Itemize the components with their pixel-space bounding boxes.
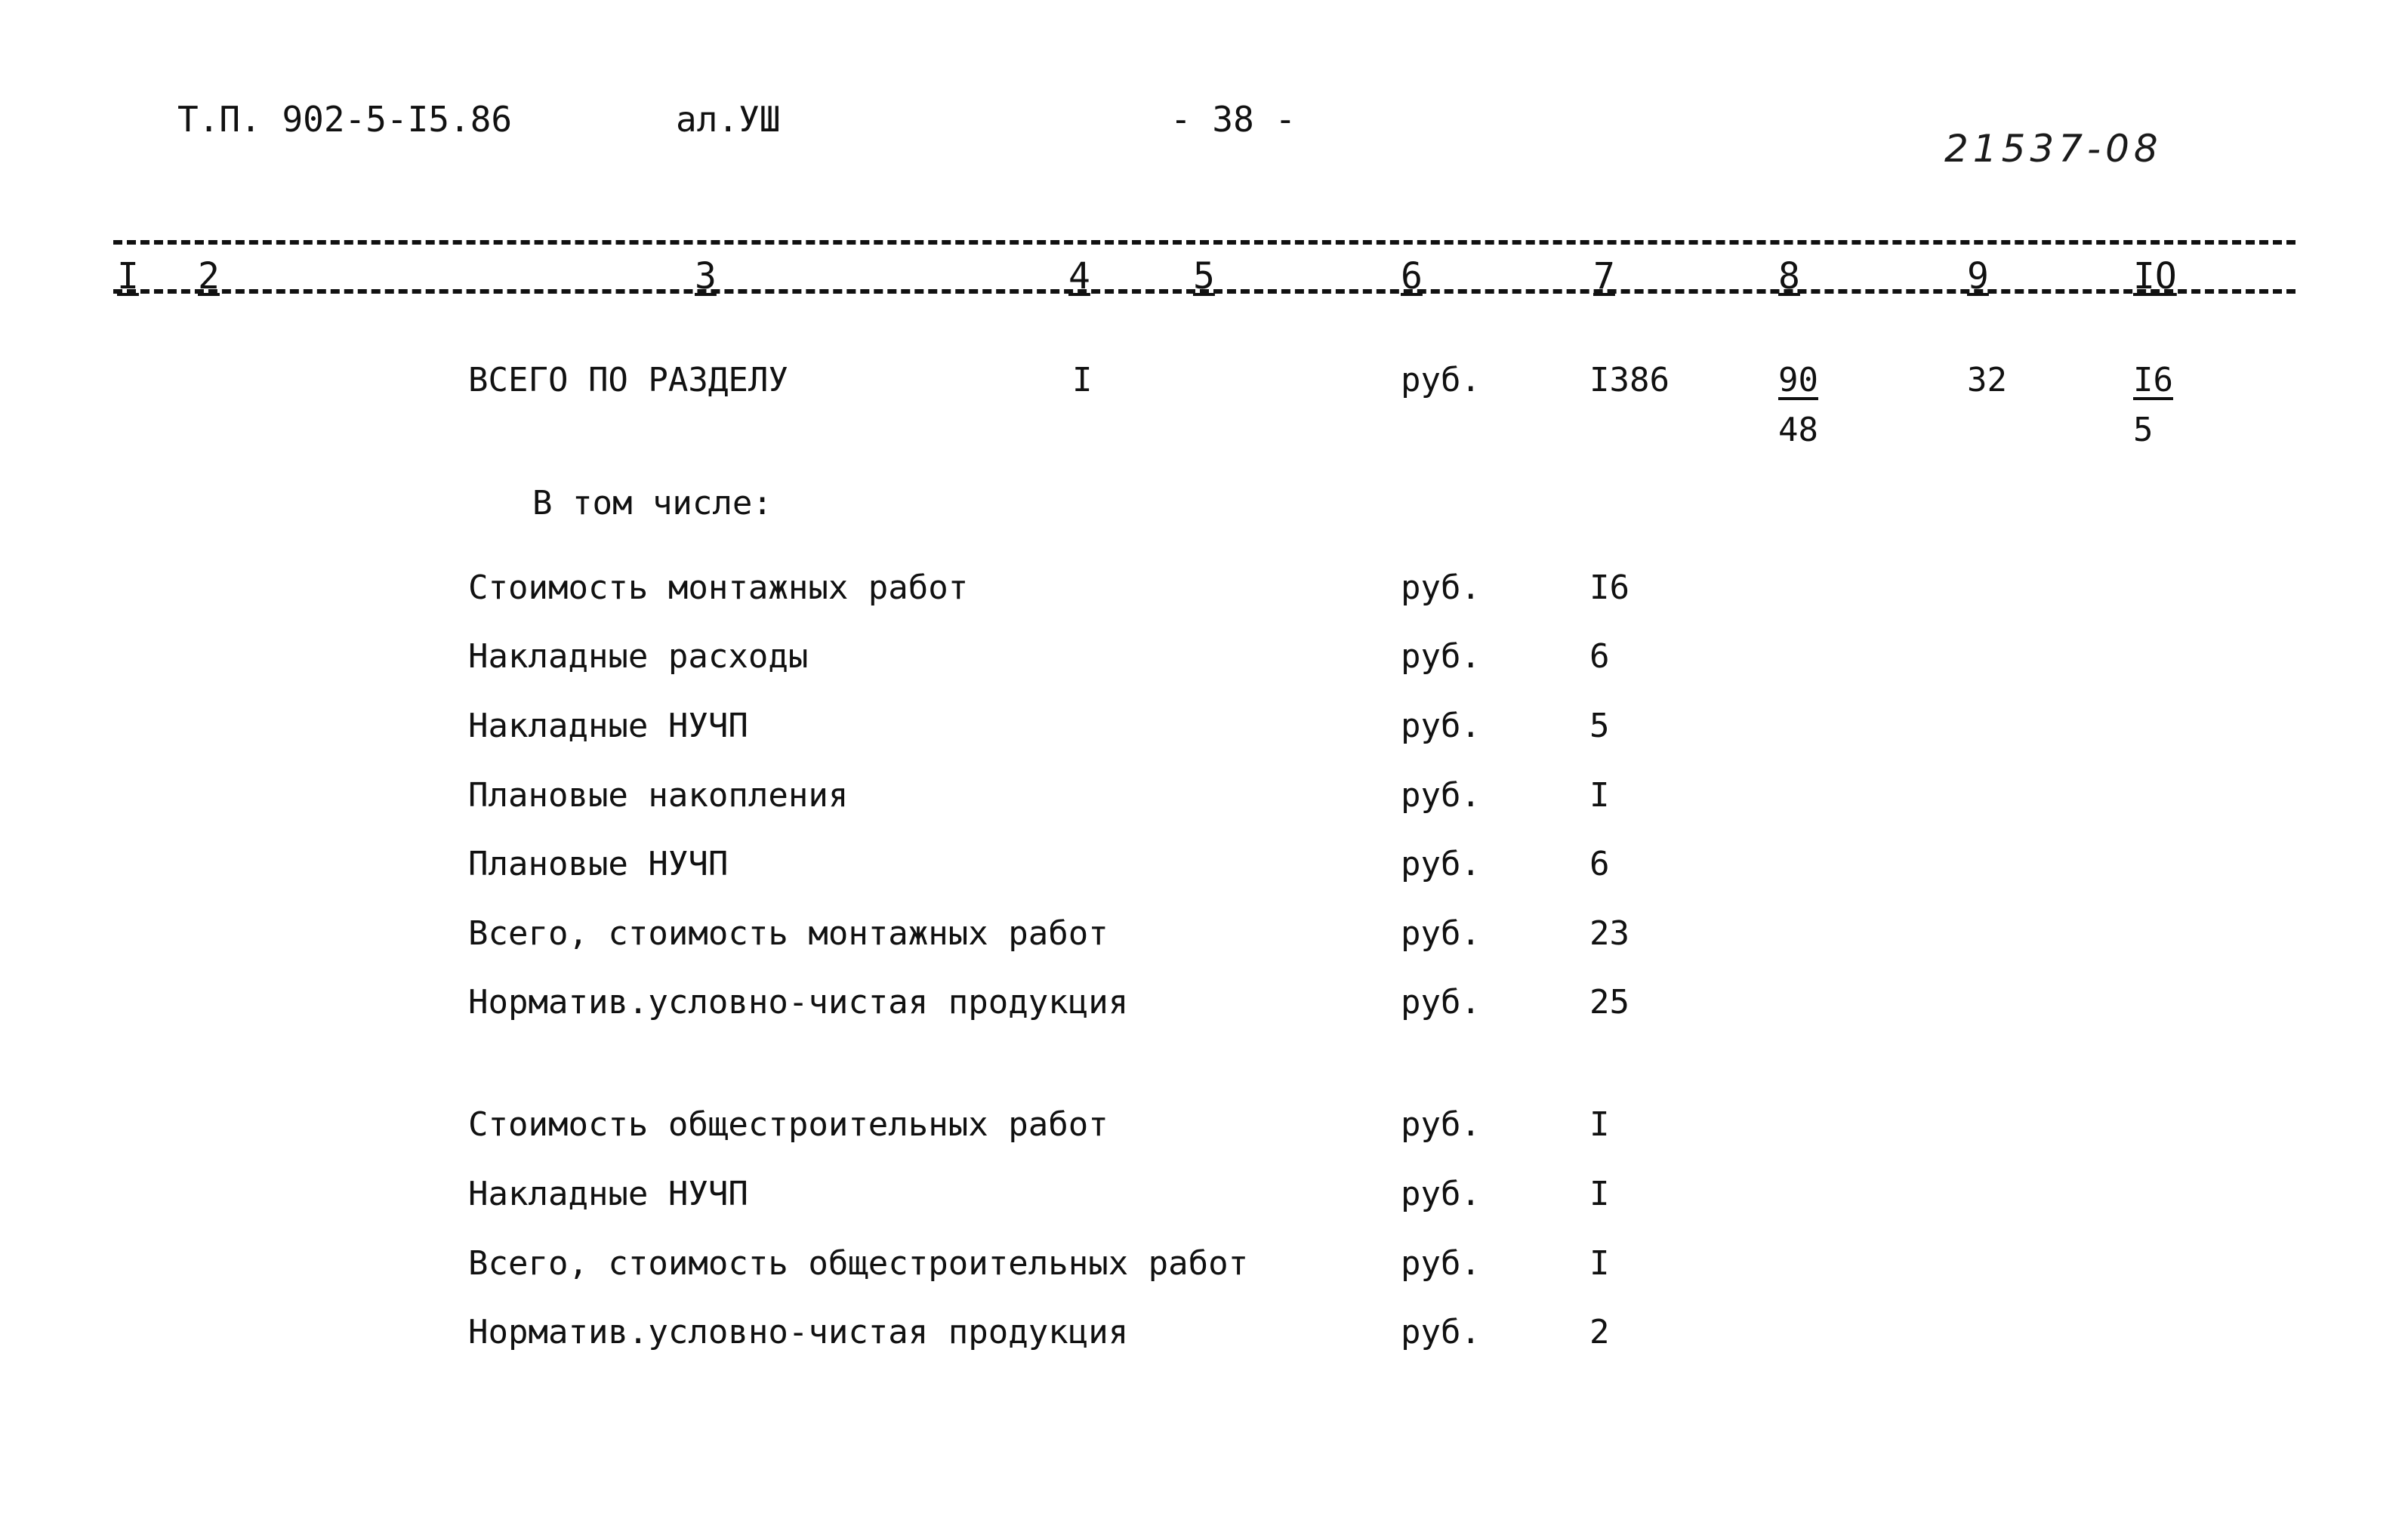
group1-row-3-value: 5	[1589, 707, 1610, 745]
group1-row-1-unit: руб.	[1401, 568, 1481, 607]
subheading: В том числе:	[532, 484, 772, 522]
column-number-3: 3	[695, 255, 717, 297]
column-number-2: 2	[198, 255, 220, 297]
group2-row-3-value: I	[1589, 1244, 1610, 1283]
group2-row-4-unit: руб.	[1401, 1313, 1481, 1351]
group2-row-4-value: 2	[1589, 1313, 1610, 1351]
group1-row-2-label: Накладные расходы	[468, 637, 809, 676]
group1-row-3-label: Накладные НУЧП	[468, 707, 748, 745]
group2-row-1-unit: руб.	[1401, 1105, 1481, 1144]
group1-row-4-label: Плановые накопления	[468, 776, 849, 815]
album-label: ал.УШ	[676, 99, 781, 140]
header-top-rule	[113, 240, 2295, 245]
column-number-5: 5	[1193, 255, 1215, 297]
group1-row-3-unit: руб.	[1401, 707, 1481, 745]
group1-row-1-value: I6	[1589, 568, 1629, 607]
column-number-8: 8	[1778, 255, 1800, 297]
group1-row-6-value: 23	[1589, 914, 1629, 953]
group1-row-5-label: Плановые НУЧП	[468, 845, 729, 883]
group2-row-1-value: I	[1589, 1105, 1610, 1144]
group1-row-7-label: Норматив.условно-чистая продукция	[468, 983, 1129, 1021]
group2-row-2-unit: руб.	[1401, 1175, 1481, 1213]
doc-code: Т.П. 902-5-I5.86	[177, 99, 513, 140]
column-number-9: 9	[1967, 255, 1989, 297]
group1-row-5-unit: руб.	[1401, 845, 1481, 883]
column-number-10: IO	[2133, 255, 2177, 297]
page-number: - 38 -	[1170, 99, 1296, 140]
total-col8-top: 90	[1778, 361, 1818, 399]
group1-row-4-value: I	[1589, 776, 1610, 815]
total-col10-bottom: 5	[2133, 411, 2154, 449]
column-number-6: 6	[1401, 255, 1423, 297]
total-unit: руб.	[1401, 361, 1481, 399]
column-number-7: 7	[1593, 255, 1615, 297]
group1-row-1-label: Стоимость монтажных работ	[468, 568, 969, 607]
total-col4: I	[1072, 361, 1093, 399]
stamp-number: 21537-08	[1944, 127, 2163, 171]
total-col7: I386	[1589, 361, 1670, 399]
total-label: ВСЕГО ПО РАЗДЕЛУ	[468, 361, 788, 399]
group2-row-4-label: Норматив.условно-чистая продукция	[468, 1313, 1129, 1351]
group1-row-2-unit: руб.	[1401, 637, 1481, 676]
group2-row-1-label: Стоимость общестроительных работ	[468, 1105, 1108, 1144]
group1-row-6-unit: руб.	[1401, 914, 1481, 953]
total-col10-top: I6	[2133, 361, 2173, 399]
group1-row-7-value: 25	[1589, 983, 1629, 1021]
group1-row-4-unit: руб.	[1401, 776, 1481, 815]
group1-row-5-value: 6	[1589, 845, 1610, 883]
column-number-4: 4	[1068, 255, 1090, 297]
total-col8-bottom: 48	[1778, 411, 1818, 449]
group2-row-2-value: I	[1589, 1175, 1610, 1213]
group2-row-2-label: Накладные НУЧП	[468, 1175, 748, 1213]
group1-row-7-unit: руб.	[1401, 983, 1481, 1021]
group2-row-3-unit: руб.	[1401, 1244, 1481, 1283]
group1-row-2-value: 6	[1589, 637, 1610, 676]
group1-row-6-label: Всего, стоимость монтажных работ	[468, 914, 1108, 953]
total-col9: 32	[1967, 361, 2007, 399]
column-number-1: I	[117, 255, 139, 297]
group2-row-3-label: Всего, стоимость общестроительных работ	[468, 1244, 1249, 1283]
